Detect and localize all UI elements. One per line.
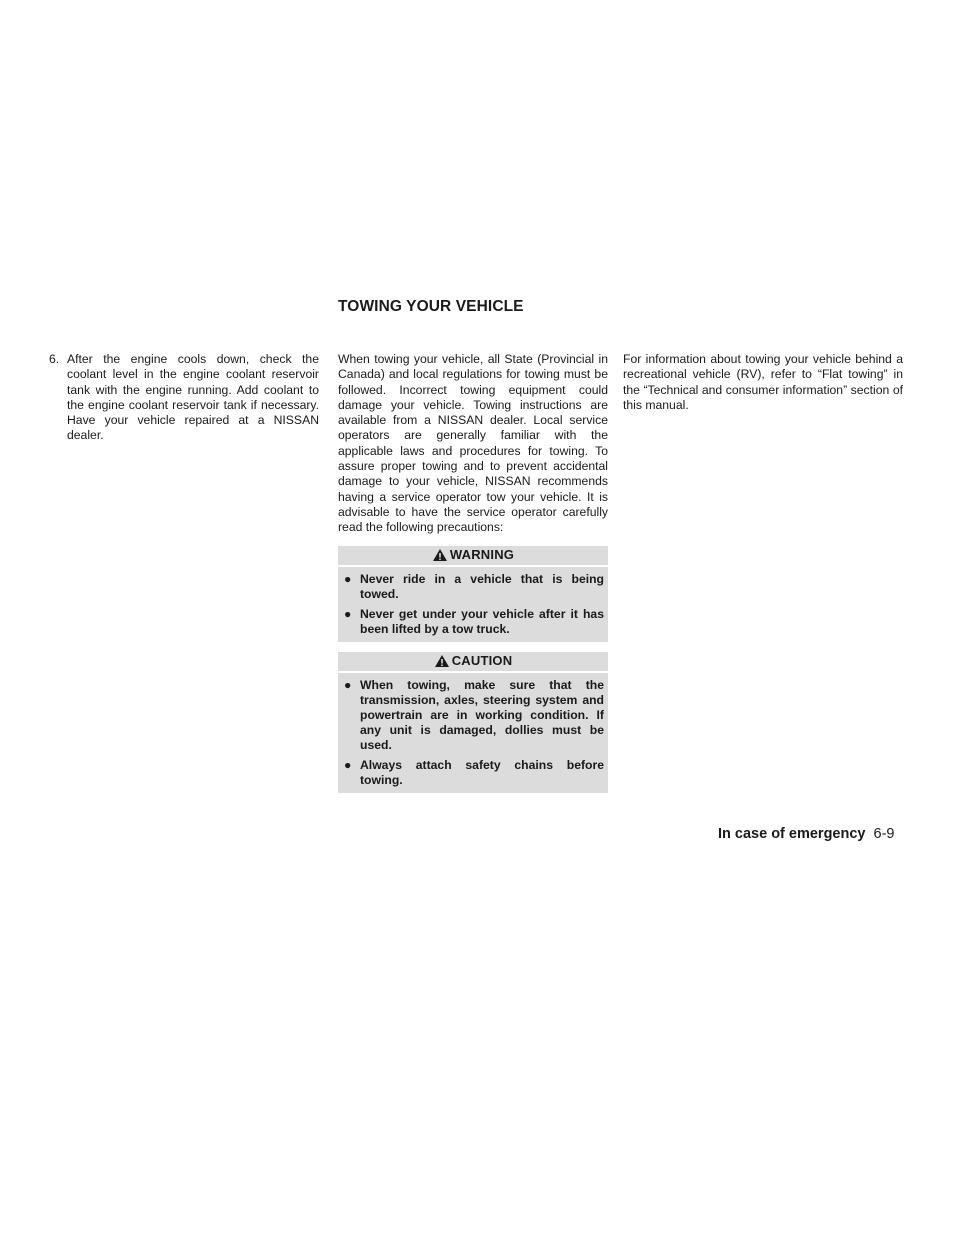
caution-item (338, 753, 608, 788)
warning-item (338, 602, 608, 637)
step-number: 6. (49, 352, 60, 366)
middle-column (338, 352, 608, 793)
caution-item (338, 673, 608, 753)
bullet-icon: ● (344, 571, 352, 586)
warning-item-text: Never ride in a vehicle that is being towed. (360, 571, 604, 601)
caution-box (338, 652, 608, 793)
caution-title: CAUTION (451, 653, 513, 669)
warning-item-text: Never get under your vehicle after it has been lifted by a tow truck. (360, 606, 604, 636)
bullet-icon: ● (344, 677, 352, 692)
bullet-icon: ● (344, 606, 352, 621)
step-6 (49, 352, 319, 444)
right-column (623, 352, 903, 413)
warning-triangle-icon (434, 654, 450, 668)
towing-intro-paragraph: When towing your vehicle, all State (Provincial in Canada) and local regulations for towing must be followed. Incorrect towing equipment could damage your vehicle. Towing instructions are available from a NISSAN dealer. Local service operators are generally familiar with the applicable laws and procedures for towing. To assure proper towing and to prevent accidental damage to your vehicle, NISSAN recommends having a service operator tow your vehicle. It is advisable to have the service operator carefully read the following precautions: (338, 352, 608, 535)
warning-item (338, 567, 608, 602)
warning-triangle-icon (432, 548, 448, 562)
page-number: 6-9 (873, 826, 895, 842)
section-title: TOWING YOUR VEHICLE (338, 298, 524, 315)
chapter-title: In case of emergency (718, 826, 866, 842)
warning-title: WARNING (449, 547, 515, 563)
caution-header (338, 652, 608, 673)
warning-box (338, 546, 608, 642)
flat-towing-reference: For information about towing your vehicle behind a recreational vehicle (RV), refer to “Flat towing” in the “Technical and consumer information” section of this manual. (623, 352, 903, 412)
warning-header (338, 546, 608, 567)
step-text: After the engine cools down, check the coolant level in the engine coolant reservoir tank with the engine running. Add coolant to the engine coolant reservoir tank if necessary. Have your vehicle repaired at a NISSAN dealer. (67, 352, 319, 443)
left-column (49, 352, 319, 444)
bullet-icon: ● (344, 757, 352, 772)
caution-item-text: When towing, make sure that the transmission, axles, steering system and powertrain are in working condition. If any unit is damaged, dollies must be used. (360, 677, 604, 752)
caution-item-text: Always attach safety chains before towing. (360, 757, 604, 787)
page-footer (718, 826, 895, 842)
